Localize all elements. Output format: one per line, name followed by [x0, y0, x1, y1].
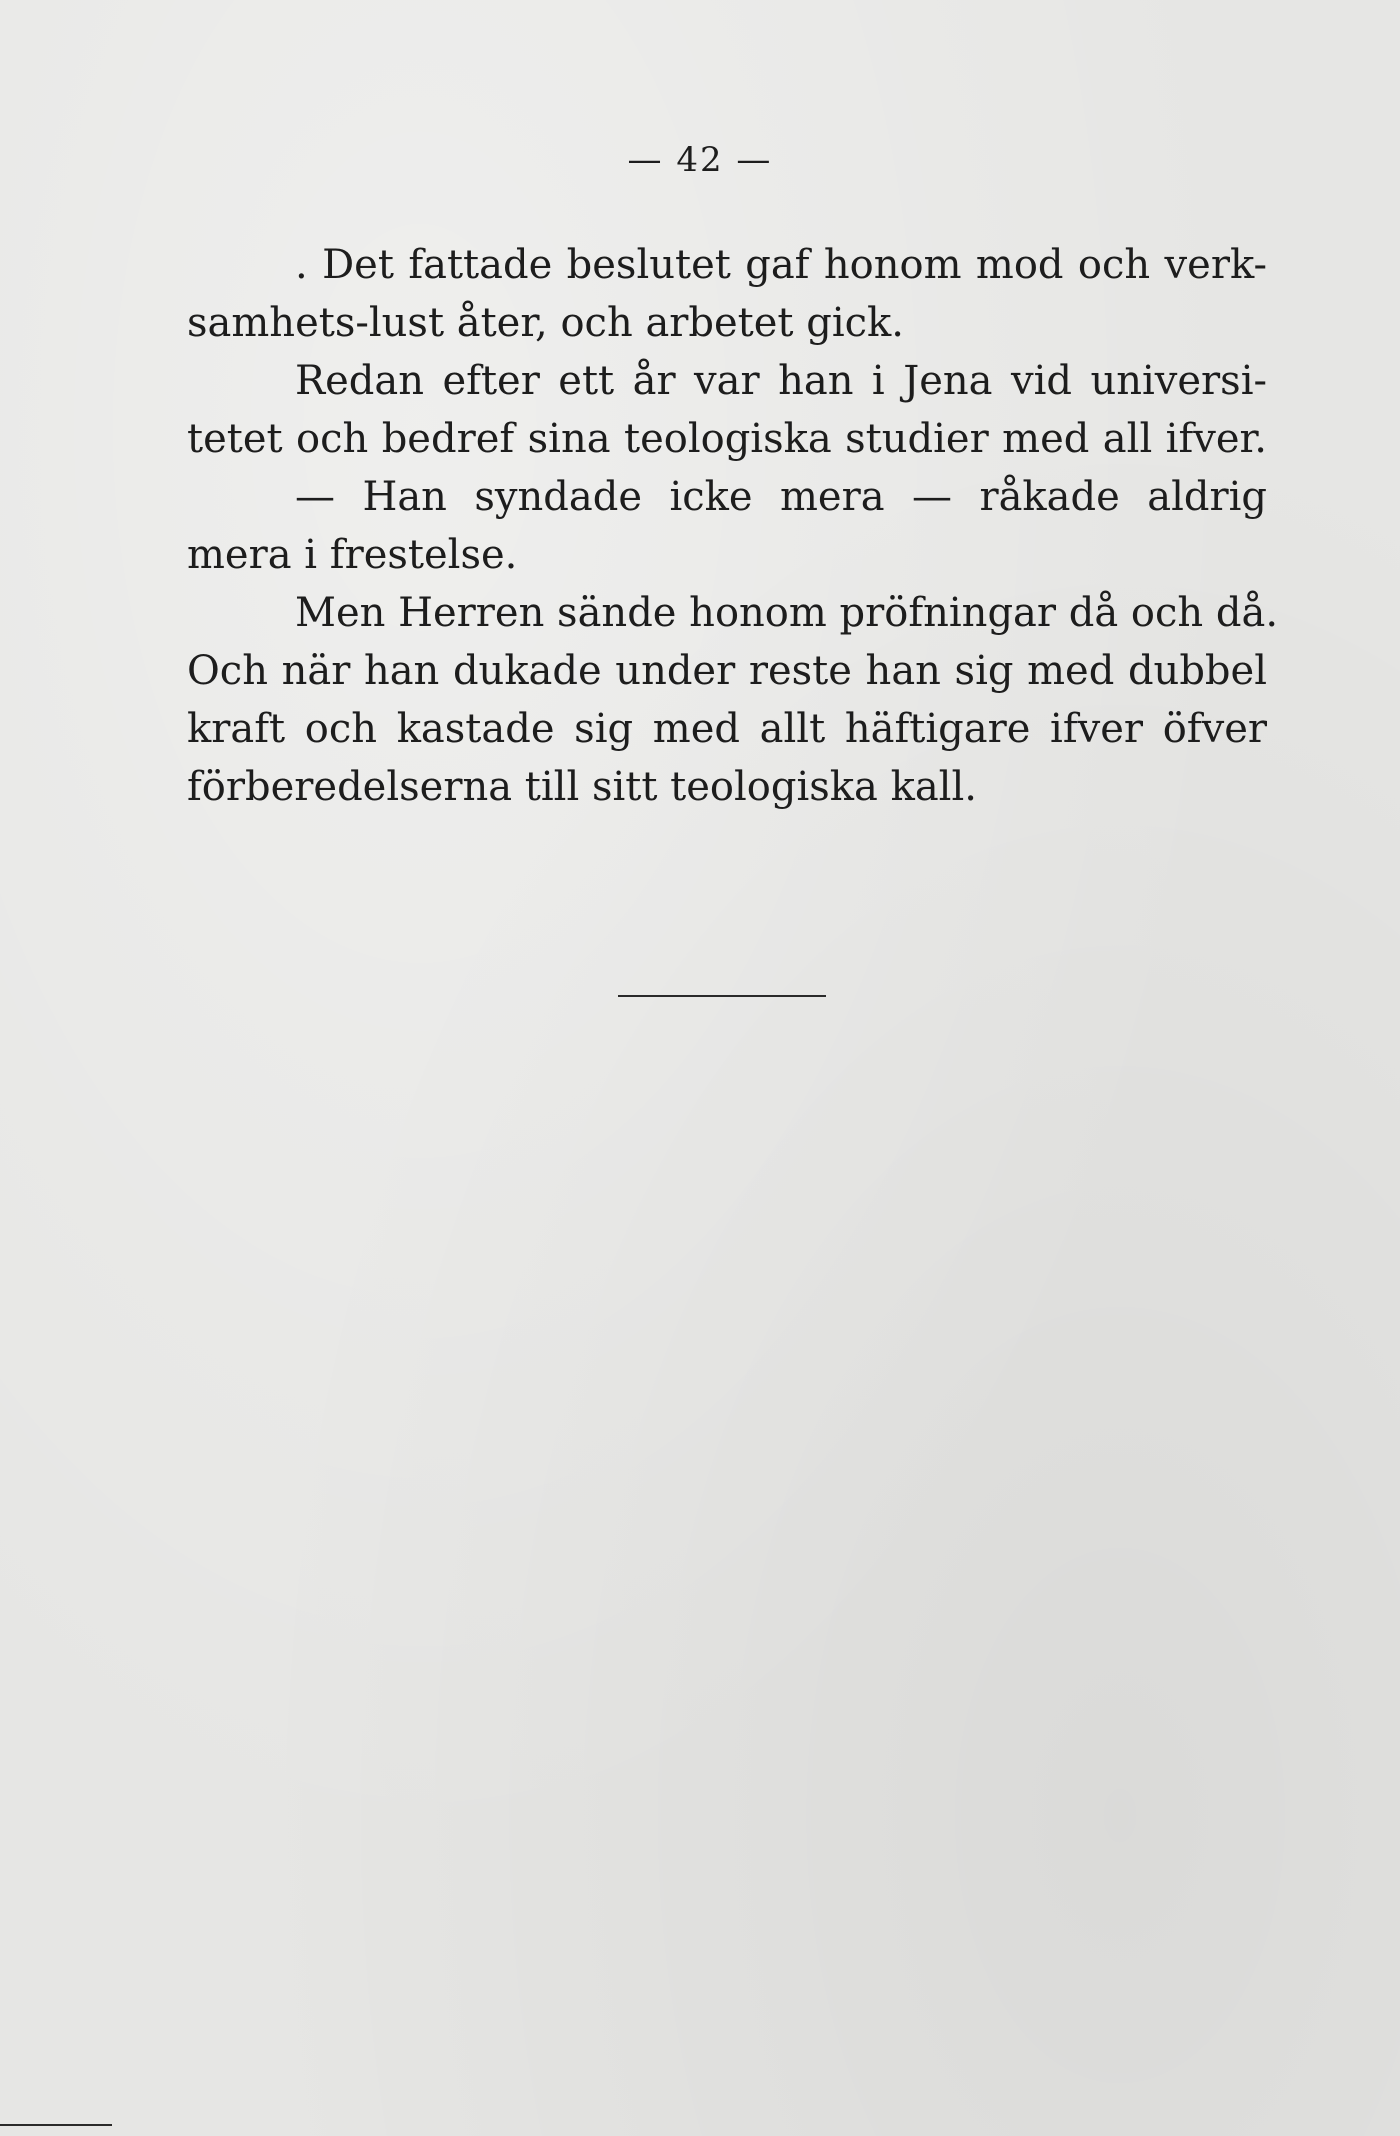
body-text	[187, 236, 1279, 816]
text-line: Och när han dukade under reste han sig med dubbel	[187, 648, 1267, 694]
bottom-corner-rule	[0, 2124, 112, 2126]
text-line: — Han syndade icke mera — råkade aldrig	[295, 474, 1267, 520]
text-line: . Det fattade beslutet gaf honom mod och verk-	[295, 242, 1267, 288]
text-line: kraft och kastade sig med allt häftigare ifver öfver	[187, 706, 1267, 752]
page-number: — 42 —	[627, 140, 773, 180]
text-line: tetet och bedref sina teologiska studier med all ifver.	[187, 416, 1267, 462]
text-line: Redan efter ett år var han i Jena vid universi-	[295, 358, 1267, 404]
text-line: förberedelserna till sitt teologiska kall.	[187, 764, 977, 810]
text-line: samhets-lust åter, och arbetet gick.	[187, 300, 904, 346]
text-line: mera i frestelse.	[187, 532, 518, 578]
text-line: Men Herren sände honom pröfningar då och då.	[295, 590, 1279, 636]
section-separator-rule	[618, 995, 826, 997]
